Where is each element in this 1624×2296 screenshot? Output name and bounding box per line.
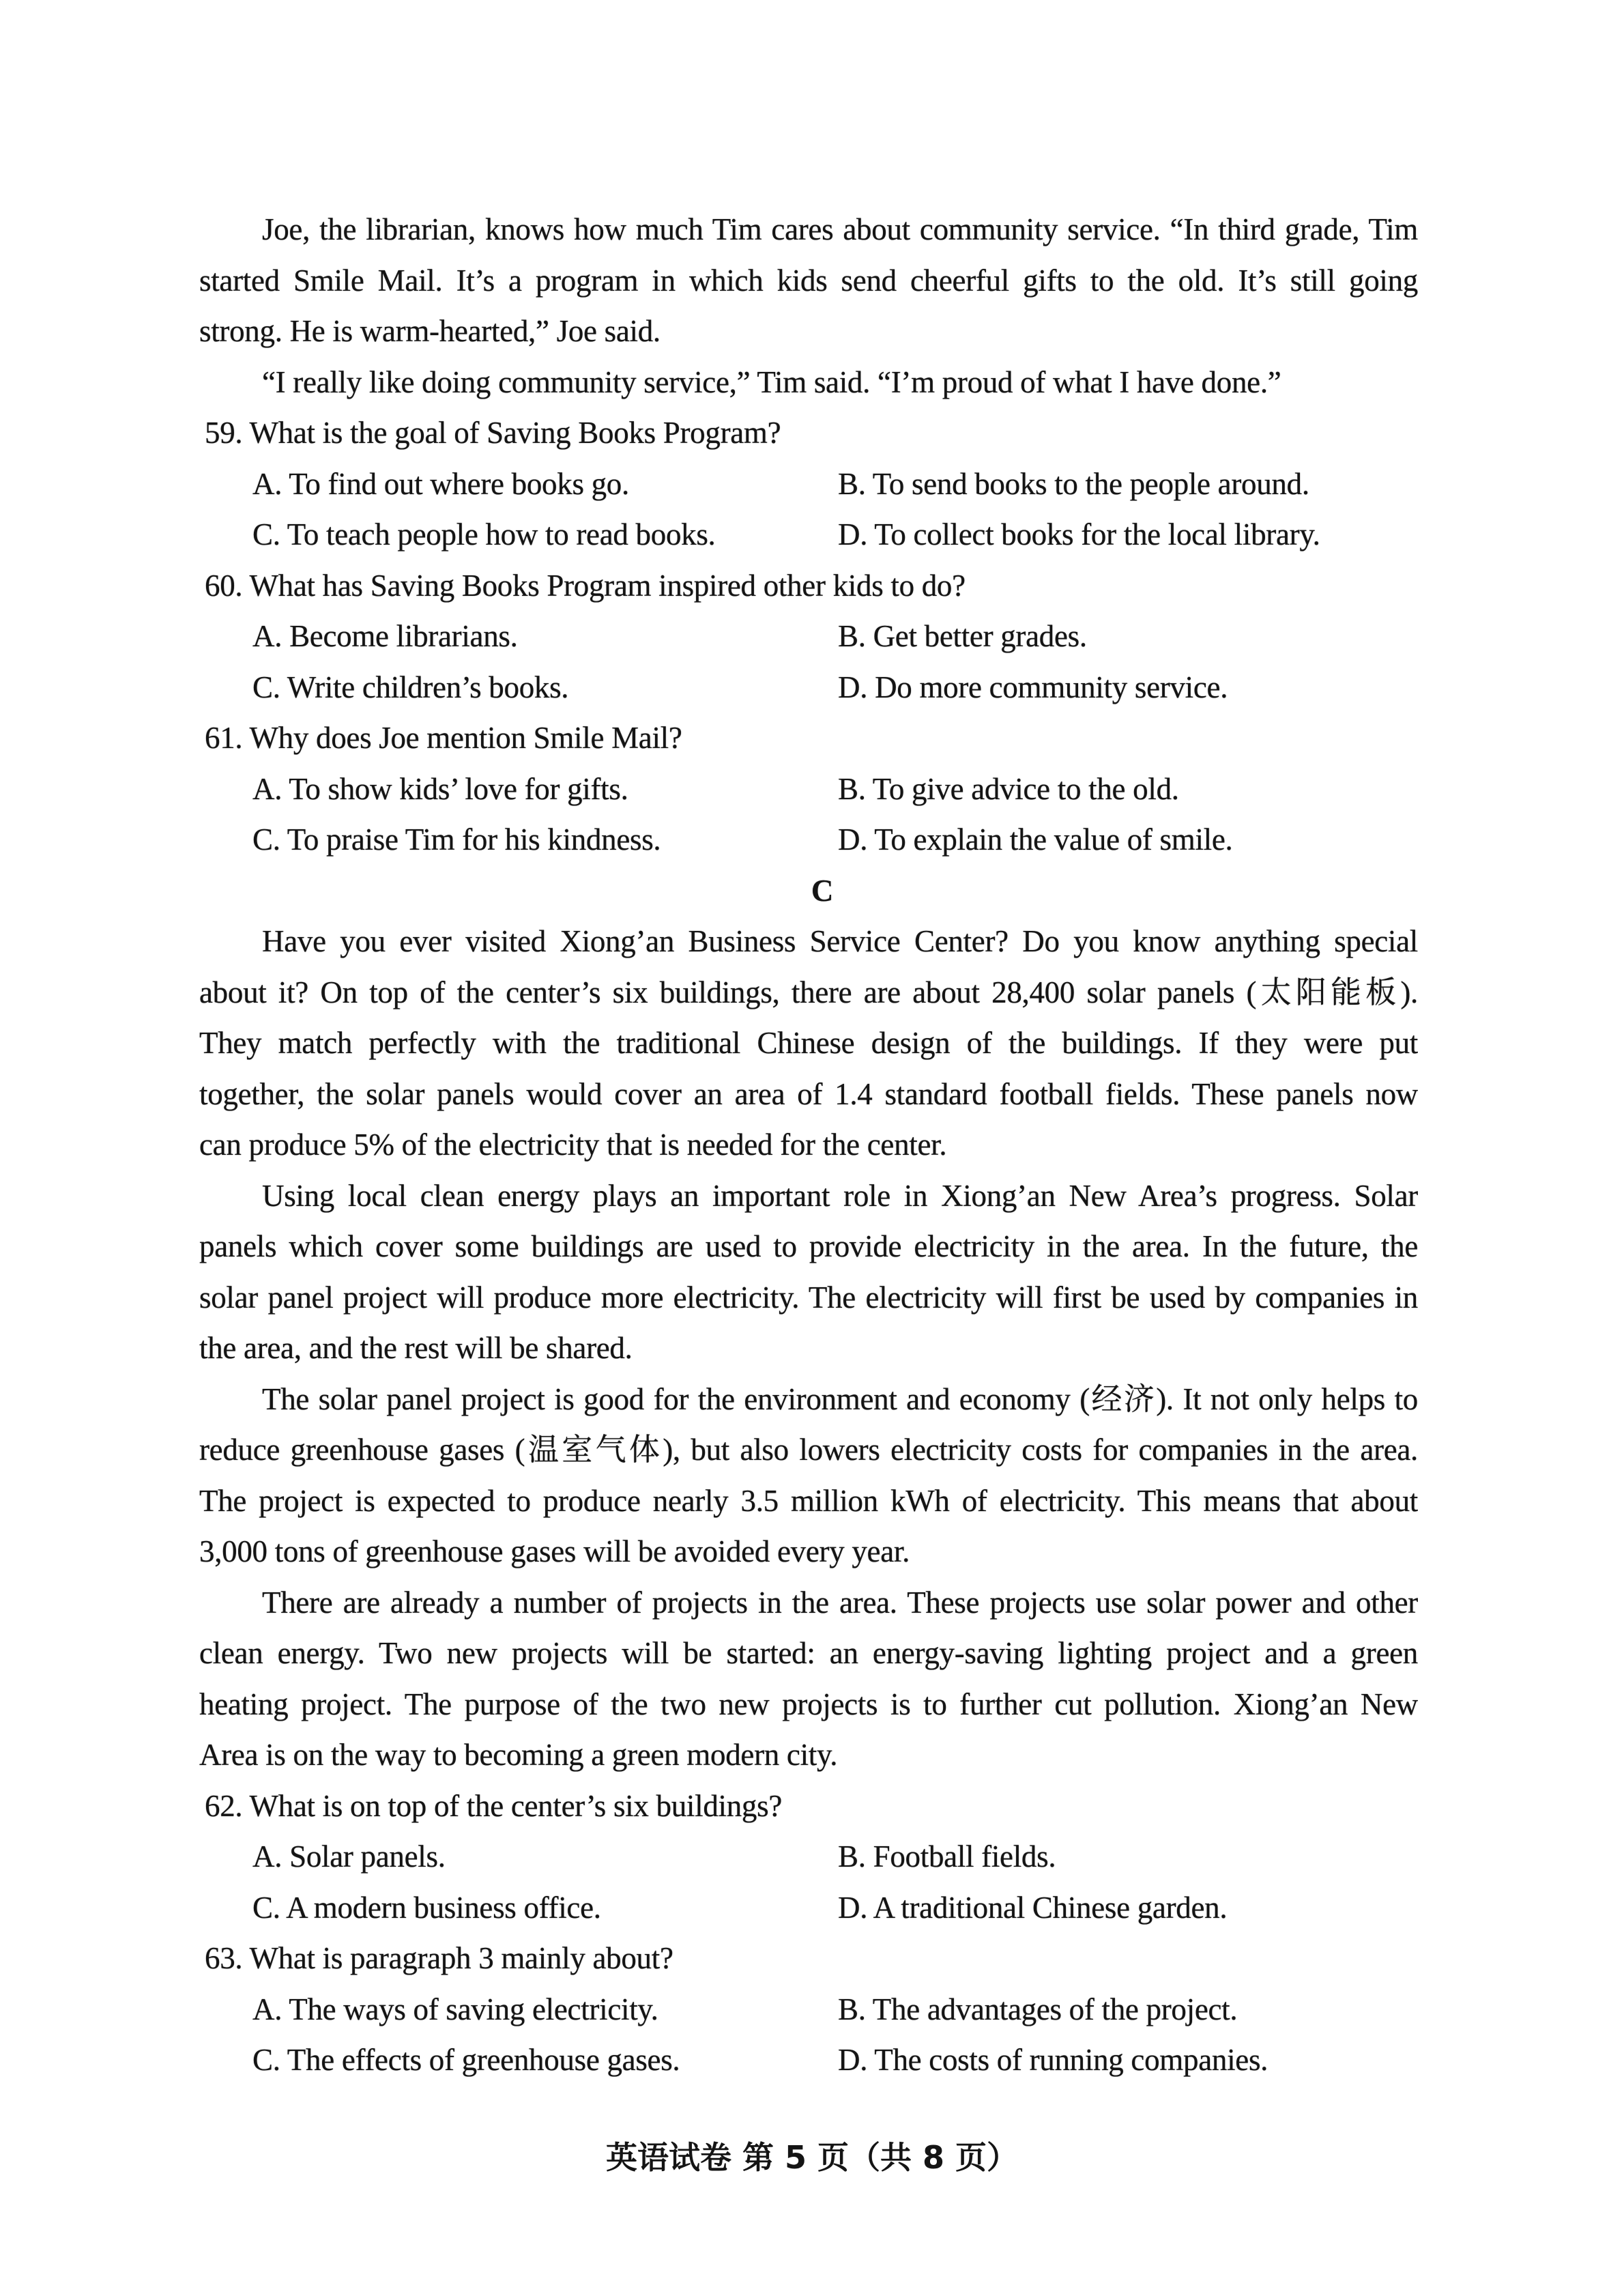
answer-option: A. To show kids’ love for gifts. — [252, 771, 628, 806]
answer-option: D. Do more community service. — [838, 670, 1228, 704]
paragraph-line: panels which cover some buildings are used to provide electricity in the area. In the future, the — [199, 1229, 1418, 1263]
answer-option: D. To collect books for the local library. — [838, 517, 1320, 551]
answer-option: D. To explain the value of smile. — [838, 822, 1233, 857]
answer-options-row — [199, 814, 1418, 865]
answer-options-row — [199, 1882, 1418, 1934]
paragraph-line: strong. He is warm-hearted,” Joe said. — [199, 314, 661, 348]
paragraph-line: The project is expected to produce nearly 3.5 million kWh of electricity. This means that about — [199, 1483, 1418, 1518]
paragraph-line: They match perfectly with the traditional Chinese design of the buildings. If they were put — [199, 1026, 1418, 1060]
question: 61. Why does Joe mention Smile Mail? — [205, 721, 682, 755]
paragraph-line: The solar panel project is good for the environment and economy (经济). It not only helps to — [262, 1381, 1418, 1416]
answer-option: D. The costs of running companies. — [838, 2043, 1268, 2077]
answer-options-row — [199, 1984, 1418, 2035]
answer-option: C. To praise Tim for his kindness. — [252, 822, 661, 857]
paragraph-line: together, the solar panels would cover an area of 1.4 standard football fields. These panels now — [199, 1076, 1418, 1111]
question: 60. What has Saving Books Program inspired other kids to do? — [205, 568, 966, 603]
exam-page-body — [199, 204, 1418, 2086]
paragraph-line: Area is on the way to becoming a green modern city. — [199, 1738, 838, 1772]
paragraph-line: solar panel project will produce more electricity. The electricity will first be used by companies in — [199, 1280, 1418, 1315]
answer-option: C. Write children’s books. — [252, 670, 569, 704]
answer-options-row — [199, 509, 1418, 560]
page-footer: 英语试卷 第 5 页（共 8 页） — [605, 2139, 1019, 2176]
answer-options-row — [199, 611, 1418, 662]
paragraph-line: Have you ever visited Xiong’an Business Service Center? Do you know anything special — [262, 924, 1418, 958]
answer-option: D. A traditional Chinese garden. — [838, 1890, 1228, 1925]
answer-options-row — [199, 2035, 1418, 2086]
paragraph-line: can produce 5% of the electricity that is needed for the center. — [199, 1128, 947, 1162]
answer-option: C. The effects of greenhouse gases. — [252, 2043, 680, 2077]
paragraph-line: “I really like doing community service,” Tim said. “I’m proud of what I have done.” — [262, 364, 1281, 399]
question: 62. What is on top of the center’s six buildings? — [205, 1788, 783, 1823]
answer-options-row — [199, 764, 1418, 815]
answer-option: A. To find out where books go. — [252, 466, 629, 501]
answer-options-row — [199, 662, 1418, 713]
answer-option: B. Football fields. — [838, 1839, 1056, 1874]
paragraph-line: There are already a number of projects in the area. These projects use solar power and other — [262, 1585, 1418, 1620]
question: 63. What is paragraph 3 mainly about? — [205, 1941, 673, 1975]
answer-option: B. Get better grades. — [838, 619, 1087, 653]
question: 59. What is the goal of Saving Books Program? — [205, 416, 781, 450]
paragraph-line: the area, and the rest will be shared. — [199, 1331, 633, 1365]
paragraph-line: 3,000 tons of greenhouse gases will be avoided every year. — [199, 1534, 910, 1568]
answer-option: C. A modern business office. — [252, 1890, 601, 1925]
answer-options-row — [199, 459, 1418, 510]
answer-option: B. The advantages of the project. — [838, 1992, 1238, 2026]
answer-options-row — [199, 1831, 1418, 1882]
answer-option: B. To give advice to the old. — [838, 771, 1179, 806]
section-heading: C — [811, 873, 834, 908]
paragraph-line: clean energy. Two new projects will be started: an energy-saving lighting project and a green — [199, 1636, 1418, 1670]
paragraph-line: heating project. The purpose of the two new projects is to further cut pollution. Xiong’an New — [199, 1687, 1418, 1721]
paragraph-line: reduce greenhouse gases (温室气体), but also lowers electricity costs for companies in the area. — [199, 1433, 1418, 1467]
paragraph-line: about it? On top of the center’s six buildings, there are about 28,400 solar panels (太阳能板). — [199, 975, 1418, 1009]
answer-option: C. To teach people how to read books. — [252, 517, 716, 551]
paragraph-line: started Smile Mail. It’s a program in which kids send cheerful gifts to the old. It’s still going — [199, 263, 1418, 298]
paragraph-line: Joe, the librarian, knows how much Tim cares about community service. “In third grade, Tim — [262, 212, 1418, 246]
answer-option: A. Solar panels. — [252, 1839, 446, 1874]
paragraph-line: Using local clean energy plays an important role in Xiong’an New Area’s progress. Solar — [262, 1178, 1418, 1213]
answer-option: B. To send books to the people around. — [838, 466, 1309, 501]
answer-option: A. The ways of saving electricity. — [252, 1992, 658, 2026]
answer-option: A. Become librarians. — [252, 619, 518, 653]
